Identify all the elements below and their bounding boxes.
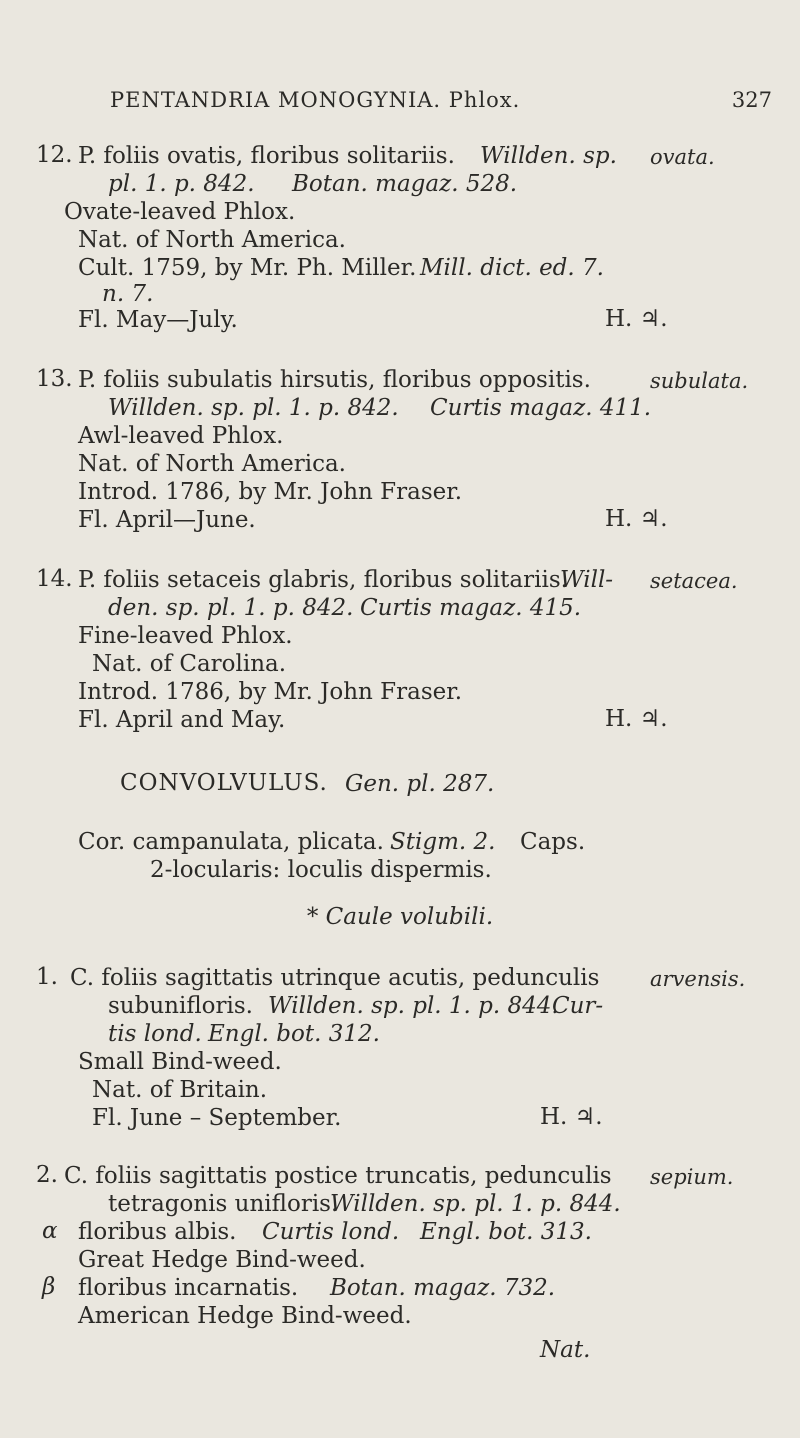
introduction: Introd. 1786, by Mr. John Fraser. <box>78 479 463 505</box>
flowering: Fl. April—June. <box>78 507 256 533</box>
entry-diagnosis: P. foliis ovatis, floribus solitariis. <box>78 143 455 169</box>
genus-ref: Gen. pl. 287. <box>345 771 495 797</box>
entry-ref: Will- <box>560 567 614 593</box>
entry-ref: Engl. bot. 312. <box>208 1021 380 1047</box>
entry-diagnosis: tetragonis unifloris. <box>108 1191 339 1217</box>
entry-number: 13. <box>36 366 73 392</box>
page-number: 327 <box>731 88 772 112</box>
common-name: Great Hedge Bind-weed. <box>78 1247 366 1273</box>
entry-ref: den. sp. pl. 1. p. 842. <box>108 595 354 621</box>
entry-ref: Botan. magaz. 732. <box>330 1275 556 1301</box>
entry-ref: Cur- <box>552 993 604 1019</box>
hardiness: H. ♃. <box>605 506 668 532</box>
catchword: Nat. <box>540 1337 591 1363</box>
entry-diagnosis: C. foliis sagittatis utrinque acutis, pedunculis <box>70 965 600 991</box>
introduction: Introd. 1786, by Mr. John Fraser. <box>78 679 463 705</box>
running-title: PENTANDRIA MONOGYNIA. Phlox. <box>110 88 521 112</box>
variety-diagnosis: floribus albis. <box>78 1219 237 1245</box>
margin-species-name: sepium. <box>650 1165 734 1189</box>
hardiness: H. ♃. <box>605 306 668 332</box>
flowering: Fl. June – September. <box>92 1105 342 1131</box>
variety-diagnosis: floribus incarnatis. <box>78 1275 299 1301</box>
entry-number: 12. <box>36 142 73 168</box>
flowering: Fl. May—July. <box>78 307 238 333</box>
entry-number: 1. <box>36 964 58 990</box>
entry-number: 2. <box>36 1162 58 1188</box>
entry-diagnosis: C. foliis sagittatis postice truncatis, pedunculis <box>64 1163 612 1189</box>
native-of: Nat. of North America. <box>78 451 346 477</box>
division-heading: * Caule volubili. <box>306 904 494 930</box>
native-of: Nat. of North America. <box>78 227 346 253</box>
entry-number: 14. <box>36 566 73 592</box>
genus-character: 2-locularis: loculis dispermis. <box>150 857 492 883</box>
genus-character: Stigm. 2. <box>390 829 496 855</box>
entry-ref: pl. 1. p. 842. <box>108 171 255 197</box>
entry-ref: tis lond. <box>108 1021 202 1047</box>
hardiness: H. ♃. <box>540 1104 603 1130</box>
flowering: Fl. April and May. <box>78 707 286 733</box>
genus-character: Cor. campanulata, plicata. <box>78 829 384 855</box>
entry-ref: Mill. dict. ed. 7. <box>420 255 604 281</box>
margin-species-name: arvensis. <box>650 967 746 991</box>
common-name: Fine-leaved Phlox. <box>78 623 293 649</box>
genus-character: Caps. <box>520 829 586 855</box>
entry-diagnosis: subunifloris. <box>108 993 253 1019</box>
margin-species-name: ovata. <box>650 145 715 169</box>
entry-ref: Willden. sp. pl. 1. p. 844. <box>330 1191 621 1217</box>
native-of: Nat. of Britain. <box>92 1077 268 1103</box>
entry-ref: Curtis lond. <box>262 1219 400 1245</box>
entry-diagnosis: P. foliis setaceis glabris, floribus solitariis. <box>78 567 568 593</box>
native-of: Nat. of Carolina. <box>92 651 287 677</box>
entry-ref: Curtis magaz. 415. <box>360 595 582 621</box>
common-name: Awl-leaved Phlox. <box>78 423 284 449</box>
cultivation: Cult. 1759, by Mr. Ph. Miller. <box>78 255 417 281</box>
margin-species-name: subulata. <box>650 369 749 393</box>
margin-species-name: setacea. <box>650 569 738 593</box>
entry-ref: Curtis magaz. 411. <box>430 395 652 421</box>
entry-ref: Botan. magaz. 528. <box>292 171 518 197</box>
variety-letter: α <box>42 1218 58 1244</box>
hardiness: H. ♃. <box>605 706 668 732</box>
entry-ref: Engl. bot. 313. <box>420 1219 592 1245</box>
variety-letter: β <box>42 1274 56 1300</box>
entry-diagnosis: P. foliis subulatis hirsutis, floribus oppositis. <box>78 367 591 393</box>
entry-ref: Willden. sp. pl. 1. p. 842. <box>108 395 399 421</box>
page-header <box>0 88 800 122</box>
genus-name: CONVOLVULUS. <box>120 770 328 796</box>
entry-ref: Willden. sp. pl. 1. p. 844. <box>268 993 559 1019</box>
common-name: Ovate-leaved Phlox. <box>64 199 296 225</box>
entry-ref: Willden. sp. <box>480 143 617 169</box>
common-name: Small Bind-weed. <box>78 1049 282 1075</box>
entry-ref: n. 7. <box>102 281 154 307</box>
common-name: American Hedge Bind-weed. <box>78 1303 412 1329</box>
